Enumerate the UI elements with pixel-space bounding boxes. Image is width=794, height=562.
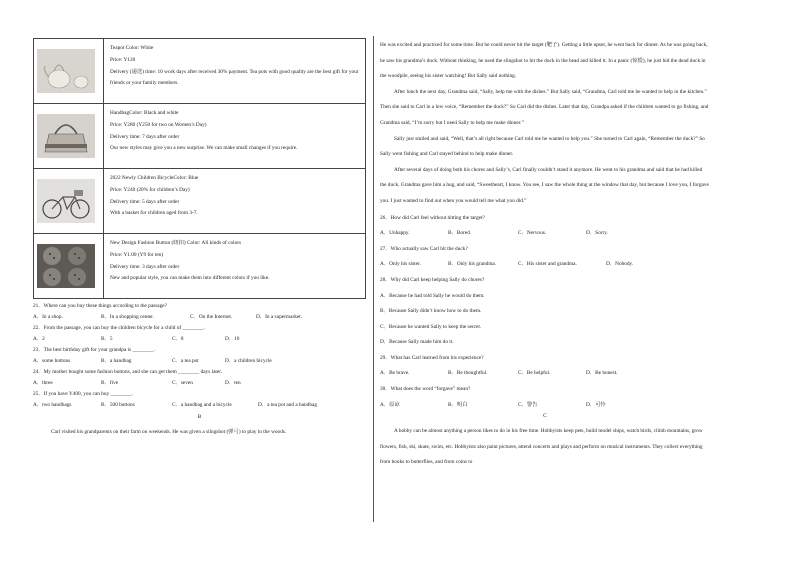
options-24: A．three B．five C．seven D．ten [33, 380, 241, 386]
options-29: A．Be brave. B．Be thoughtful. C．Be helpful. D．Be honest. [380, 370, 618, 377]
options-23: A．some buttons B．a handbag C．a tea pot D．a children bicycle [33, 358, 272, 364]
column-divider [373, 36, 374, 522]
question-21: 21．Where can you buy these things according to the passage? [33, 303, 167, 309]
options-30: A．原谅 B．明白 C．警告 D．可怜 [380, 401, 606, 408]
product-desc: With a basket for children aged from 3-7. [110, 210, 198, 217]
product-desc: Our new styles may give you a new surprise. We can make small changes if you require. [110, 145, 298, 152]
product-name: HandbagColor: Black and white [110, 110, 179, 116]
option-28a: A．Because he had told Sally he would do them. [380, 292, 485, 299]
option-28d: D．Because Sally made him do it. [380, 339, 454, 346]
product-desc: Delivery (递送) time: 10 work days after received 30% payment. Tea pots with good quality are the best gift for your friends or your family members. [110, 68, 359, 87]
question-23: 23．The best birthday gift for your grandpa is ________. [33, 347, 155, 353]
teapot-image [37, 49, 95, 93]
option-28b: B．Because Sally didn’t know how to do them. [380, 308, 482, 315]
question-26: 26．How did Carl feel without hitting the target? [380, 214, 485, 221]
options-22: A．2 B．5 C．8 D．10 [33, 336, 240, 342]
section-c-heading: C [543, 413, 547, 420]
product-price: Price: Y280 (Y250 for two on Women’s Day) [110, 121, 207, 128]
product-name: Teapot Color: White [110, 45, 154, 51]
product-price: Price: Y1.00 (Y9 for ten) [110, 251, 164, 258]
story-first-line: Carl visited his grandparents on their farm on weekends. He was given a slingshot (弹弓) to play in the woods. [51, 429, 287, 435]
product-row [34, 104, 366, 169]
question-30: 30．What does the word “forgave” mean? [380, 386, 471, 393]
options-26: A．Unhappy. B．Bored. C．Nervous. D．Sorry. [380, 230, 608, 237]
bicycle-image [37, 179, 95, 223]
question-24: 24．My mother bought some fashion buttons, and she can get them ________ days later. [33, 369, 223, 375]
products-table [33, 38, 366, 299]
question-29: 29．What has Carl learned from his experience? [380, 354, 484, 361]
right-questions [380, 211, 710, 472]
option-28c: C．Because he wanted Sally to keep the secret. [380, 323, 482, 330]
product-price: Price: Y120 [110, 56, 136, 63]
section-c-paragraph: A hobby can be almost anything a person likes to do in his free time. Hobbyists keep pets, build model ships, watch birds, climb mountains, grow flowers, fish, ski, skate, swim, etc. Hobbyists also paint pictures, attend concerts and plays and perform on musical instruments. They collect everything from books to butterflies, and from coins to [380, 428, 703, 466]
options-27: A．Only his sister. B．Only his grandma. C．His sister and grandma. D．Nobody. [380, 261, 634, 268]
story-paragraph: He was excited and practiced for some time. But he could never hit the target (靶子). Getting a little upset, he went back for dinner. As he was going back, he saw his grandma’s duck. Without thinking, he used the slingshot to hit the duck in the head and killed it. In a panic (惊慌), he just hid the dead duck in the woodpile, seeing his sister watching! But Sally said nothing. [380, 42, 708, 80]
handbag-image [37, 114, 95, 158]
product-row [34, 169, 366, 234]
product-name: 2022 Newly Children BicycleColor: Blue [110, 175, 199, 181]
section-b-heading: B [197, 414, 202, 420]
left-column [33, 38, 366, 438]
question-28: 28．Why did Carl keep helping Sally do chores? [380, 276, 485, 283]
story-paragraph: After several days of doing both his chores and Sally’s, Carl finally couldn’t stand it anymore. He went to his grandma and said that he had killed the duck. Grandma gave him a hug, and said, “Sweetheart, I know. You see, I saw the whole thing at the window that day, but because I love you, I forgave you. I just wanted to find out when you would tell me what you did.” [380, 166, 709, 204]
right-column [380, 38, 710, 471]
product-price: Price: Y240 (20% for children’s Day) [110, 186, 190, 193]
options-25: A．two handbags B．500 buttons C．a handbag and a bicycle D．a tea pot and a handbag [33, 402, 317, 408]
question-27: 27．Who actually saw Carl hit the duck? [380, 245, 468, 252]
product-delivery: Delivery time: 5 days after order [110, 198, 180, 205]
buttons-image [37, 244, 95, 288]
question-25: 25．If you have Y400, you can buy ________. [33, 391, 133, 397]
product-name: New Design Fashion Button (纽扣) Color: All kinds of colors [110, 240, 242, 246]
options-21: A．In a shop. B．In a shopping center. C．On the Internet. D．In a supermarket. [33, 314, 303, 320]
product-row [34, 234, 366, 299]
product-row [34, 39, 366, 104]
product-delivery: Delivery time: 3 days after order [110, 263, 180, 270]
product-desc: New and popular style, you can make them into different colors if you like. [110, 275, 270, 282]
left-questions [33, 301, 366, 438]
product-delivery: Delivery time: 7 days after order [110, 133, 180, 140]
question-22: 22．From the passage, you can buy the children bicycle for a child of ________. [33, 325, 205, 331]
story-paragraph: After lunch the next day, Grandma said, “Sally, help me with the dishes.” But Sally said, “Grandma, Carl told me he wanted to help in the kitchen.” Then she said to Carl in a low voice, “Remember the duck?” So Carl did the dishes. Later that day, Grandpa asked if the children wanted to go fishing, and Grandma said, “I’m sorry but I need Sally to help me make dinner.” [380, 88, 709, 126]
story-paragraph: Sally just smiled and said, “Well, that’s all right because Carl told me he wanted to help you.” She turned to Carl again, “Remember the duck?” So Sally went fishing and Carl stayed behind to help make dinner. [380, 135, 705, 158]
